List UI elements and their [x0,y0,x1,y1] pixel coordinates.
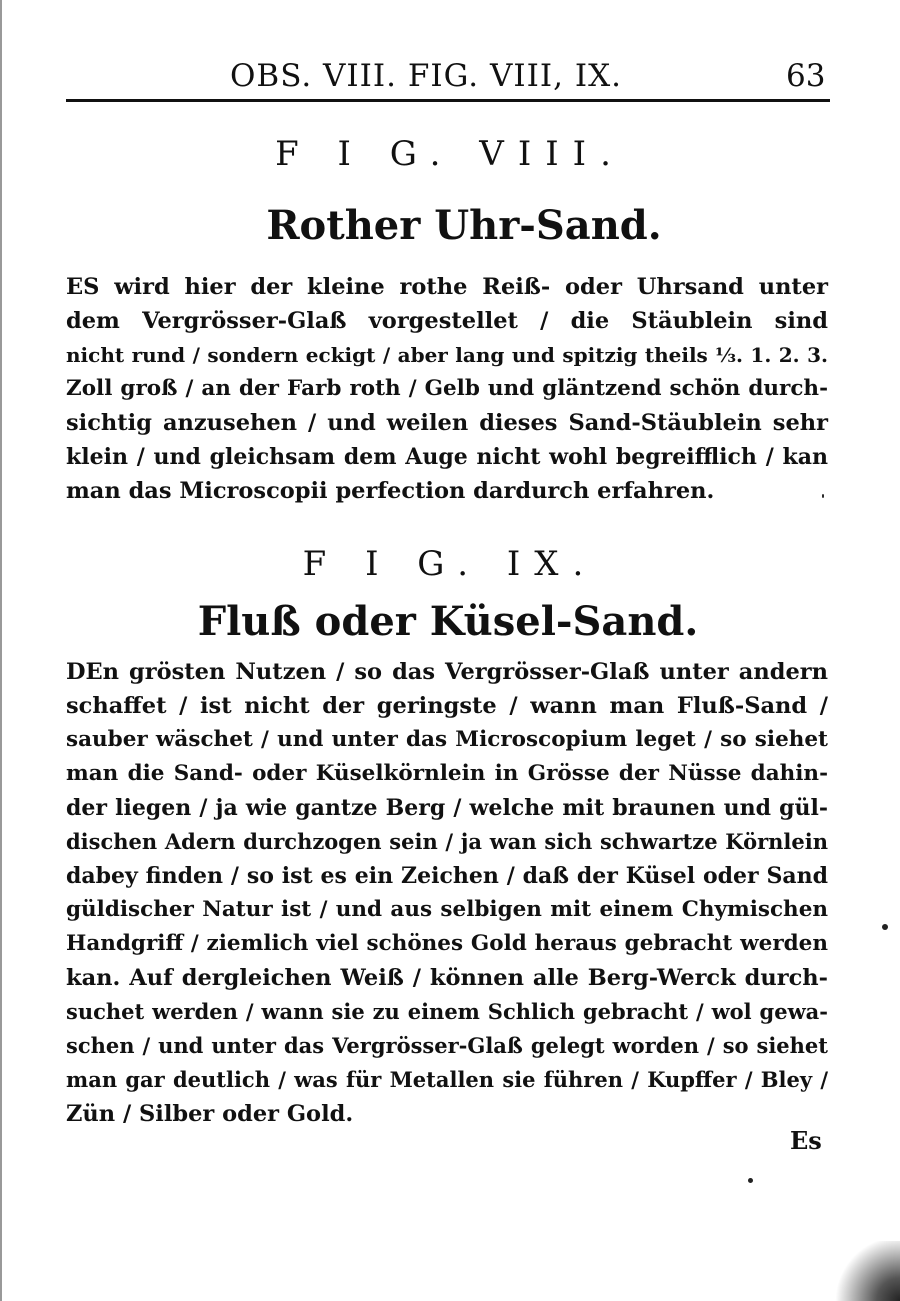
text-line: schaffet / ist nicht der geringste / wann man Fluß-Sand / [66,693,828,719]
scan-speck [748,1178,753,1183]
text-line: Zün / Silber oder Gold. [66,1101,354,1127]
header-rule [66,99,830,102]
text-line: der liegen / ja wie gantze Berg / welche mit braunen und gül- [66,795,828,821]
figure-label-viii: F I G. VIII. [275,134,625,174]
section-title-fluss-oder-kuesel-sand: Fluß oder Küsel-Sand. [197,598,699,645]
text-line: dabey finden / so ist es ein Zeichen / daß der Küsel oder Sand [66,863,828,889]
text-line: sichtig anzusehen / und weilen dieses Sand-Stäublein sehr [66,410,828,436]
text-line: dem Vergrösser-Glaß vorgestellet / die Stäublein sind [66,308,828,334]
page-edge [0,0,2,1301]
text-line: güldischer Natur ist / und aus selbigen mit einem Chymischen [66,897,828,922]
scan-speck [822,494,824,498]
text-line: Handgriff / ziemlich viel schönes Gold heraus gebracht werden [66,931,828,956]
text-line: schen / und unter das Vergrösser-Glaß gelegt worden / so siehet [66,1033,828,1058]
text-line: man das Microscopii perfection dardurch erfahren. [66,478,715,504]
text-line: kan. Auf dergleichen Weiß / können alle Berg-Werck durch- [66,965,828,991]
text-line: man gar deutlich / was für Metallen sie führen / Kupffer / Bley / [66,1067,828,1092]
text-line: Zoll groß / an der Farb roth / Gelb und gläntzend schön durch- [66,376,828,401]
catchword: Es [790,1126,822,1155]
section-title-rother-uhr-sand: Rother Uhr-Sand. [266,202,662,249]
text-line: klein / und gleichsam dem Auge nicht wohl begreifflich / kan [66,444,828,470]
page-number: 63 [786,58,826,94]
text-line: dischen Adern durchzogen sein / ja wan sich schwartze Körnlein [66,829,828,854]
text-line: man die Sand- oder Küselkörnlein in Grösse der Nüsse dahin- [66,761,828,786]
figure-label-ix: F I G. IX. [302,544,598,584]
text-line: ES wird hier der kleine rothe Reiß- oder Uhrsand unter [66,274,828,300]
text-line: DEn grösten Nutzen / so das Vergrösser-Glaß unter andern [66,659,828,685]
text-line: sauber wäschet / und unter das Microscopium leget / so siehet [66,727,828,752]
scan-corner-shadow [830,1241,900,1301]
text-line: nicht rund / sondern eckigt / aber lang und spitzig theils ⅓. 1. 2. 3. [66,343,828,367]
scan-speck [882,924,888,930]
text-line: suchet werden / wann sie zu einem Schlich gebracht / wol gewa- [66,999,828,1024]
running-head-title: OBS. VIII. FIG. VIII, IX. [230,58,622,94]
